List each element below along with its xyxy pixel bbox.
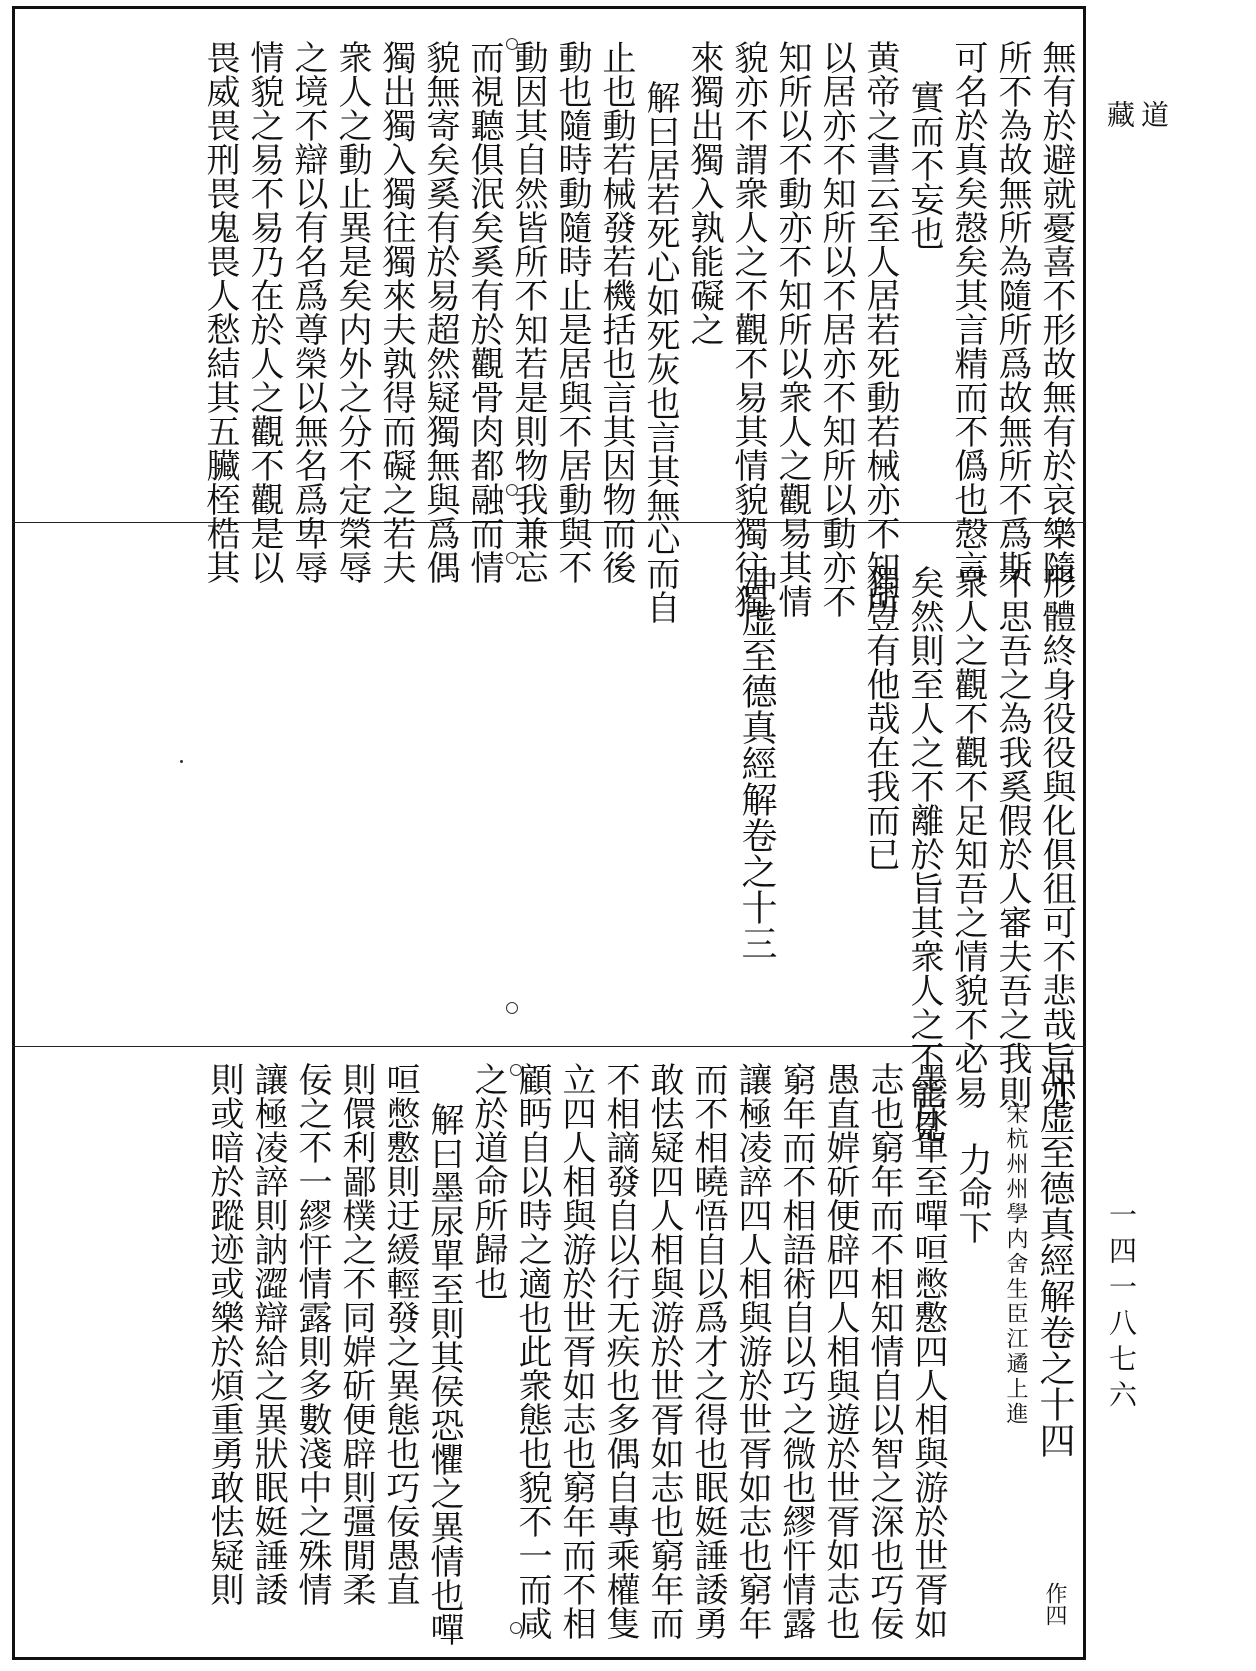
text-column: 情貌之易不易乃在於人之觀不觀是以: [244, 40, 284, 584]
author-line: 宋杭州州學内舍生臣江遹上進: [1003, 1102, 1028, 1427]
text-column: 解曰墨尿單至則其侯恐懼之異情也嘽: [424, 1102, 464, 1646]
bottom-text-block: [20, 1062, 1090, 1646]
text-column: 不思吾之為我奚假於人審夫吾之我則: [992, 565, 1032, 1109]
text-column: 而視聽俱泯矣奚有於觀骨肉都融而情: [464, 40, 504, 584]
text-column: 可名於真矣慤矣其言精而不僞也慤言: [948, 40, 988, 584]
volume-label: 道藏: [1103, 100, 1170, 328]
text-column: 解曰居若死心如死灰也言其無心而自: [640, 80, 680, 624]
middle-text-block: [20, 565, 1256, 1143]
text-column: 獨豈有他哉在我而已: [860, 565, 900, 871]
text-column: 愚直婩斫便辟四人相與遊於世胥如志也: [820, 1062, 860, 1640]
text-column: 之於道命所歸也: [468, 1062, 508, 1300]
volume-tag: 作四: [1042, 1582, 1067, 1626]
text-column: 所不為故無所為隨所爲故無所不爲斯: [992, 40, 1032, 584]
text-column: 畏威畏刑畏鬼畏人愁結其五臟桎梏其: [200, 40, 240, 584]
text-column: 佞之不一繆忓情露則多數淺中之殊情: [292, 1062, 332, 1606]
text-column: 矣然則至人之不離於旨其衆人之不能見: [904, 565, 944, 1143]
text-column: 黄帝之書云至人居若死動若械亦不知所: [860, 40, 900, 618]
annotation-circle: [510, 1622, 522, 1634]
ink-dot: [180, 760, 183, 763]
page-number: 一四一八七六: [1105, 1200, 1138, 1416]
text-column: 顧眄自以時之適也此衆態也貌不一而咸: [512, 1062, 552, 1640]
text-column: 獨出獨入獨往獨來夫孰得而礙之若夫: [376, 40, 416, 584]
text-column: 來獨出獨入孰能礙之: [684, 40, 724, 346]
text-column: 咺憋懯則迂緩輕發之異態也巧佞愚直: [380, 1062, 420, 1606]
annotation-circle: [506, 552, 518, 564]
top-text-block: [20, 40, 1094, 624]
annotation-circle: [506, 484, 518, 496]
text-column: 則儇利鄙樸之不同婩斫便辟則彊閒柔: [336, 1062, 376, 1606]
text-column: 衆人之動止異是矣内外之分不定榮辱: [332, 40, 372, 584]
text-column: 之境不辯以有名爲尊榮以無名爲卑辱: [288, 40, 328, 584]
text-column: 則或暗於蹤迹或樂於煩重勇敢怯疑則: [204, 1062, 244, 1606]
text-column: 止也動若械發若機括也言其因物而後: [596, 40, 636, 584]
text-column: 立四人相與游於世胥如志也窮年而不相: [556, 1062, 596, 1640]
text-column: 不相謫發自以行无疾也多偶自專乘權隻: [600, 1062, 640, 1640]
text-column: 動也隨時動隨時止是居與不居動與不: [552, 40, 592, 584]
text-column: 敢怯疑四人相與游於世胥如志也窮年而: [644, 1062, 684, 1640]
text-column: 實而不妄也: [904, 80, 944, 250]
text-column: 無有於避就憂喜不形故無有於哀樂隨: [1036, 40, 1076, 584]
text-column: 墨尿單至嘽咺憋懯四人相與游於世胥如: [908, 1062, 948, 1640]
text-column: 形體終身役役與化俱徂可不悲哉旨亦: [1036, 565, 1076, 1109]
text-column: 而不相曉悟自以爲才之得也眠娗諈諉勇: [688, 1062, 728, 1640]
text-column: 貌無寄矣奚有於易超然疑獨無與爲偶: [420, 40, 460, 584]
section-divider-top: [12, 522, 1086, 523]
text-column: 貌亦不謂衆人之不觀不易其情貌獨往獨: [728, 40, 768, 618]
text-column: 窮年而不相語術自以巧之微也繆忓情露: [776, 1062, 816, 1640]
volume-end-title: 冲虚至德真經解卷之十三: [736, 565, 777, 961]
text-column: 讓極凌誶則訥澀辯給之異狀眠娗諈諉: [248, 1062, 288, 1606]
text-column: 動因其自然皆所不知若是則物我兼忘: [508, 40, 548, 584]
text-column: 知所以不動亦不知所以衆人之觀易其情: [772, 40, 812, 618]
annotation-circle: [506, 1002, 518, 1014]
chapter-heading: 力命下: [952, 1142, 992, 1244]
text-column: 志也窮年而不相知情自以智之深也巧佞: [864, 1062, 904, 1640]
text-column: 讓極凌誶四人相與游於世胥如志也窮年: [732, 1062, 772, 1640]
annotation-circle: [506, 38, 518, 50]
text-column: 以居亦不知所以不居亦不知所以動亦不: [816, 40, 856, 618]
volume-title: 冲虚至德真經解卷之十四: [1034, 1062, 1075, 1458]
annotation-circle: [510, 1064, 522, 1076]
text-column: 衆人之觀不觀不足知吾之情貌不必易: [948, 565, 988, 1109]
